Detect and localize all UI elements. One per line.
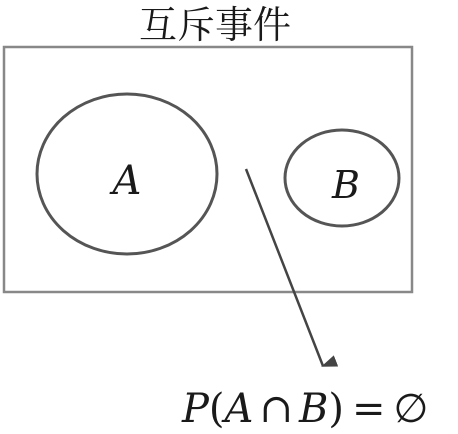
set-b-label: B: [332, 163, 360, 207]
formula-open-paren: (: [208, 386, 225, 432]
formula-close-paren: ): [328, 386, 344, 432]
formula-empty-set: ∅: [393, 386, 429, 432]
set-a-label: A: [112, 158, 142, 204]
intersection-formula: [181, 386, 428, 432]
diagram-title: 互斥事件: [138, 3, 292, 47]
formula-right-operand: B: [298, 386, 329, 432]
svg-text:P(A∩B)=∅: [181, 386, 428, 432]
formula-equals: =: [351, 386, 386, 432]
formula-function: P: [182, 386, 209, 432]
formula-intersection-operator: ∩: [259, 386, 293, 432]
pointer-arrow: [246, 169, 323, 366]
formula-left-operand: A: [224, 386, 254, 432]
